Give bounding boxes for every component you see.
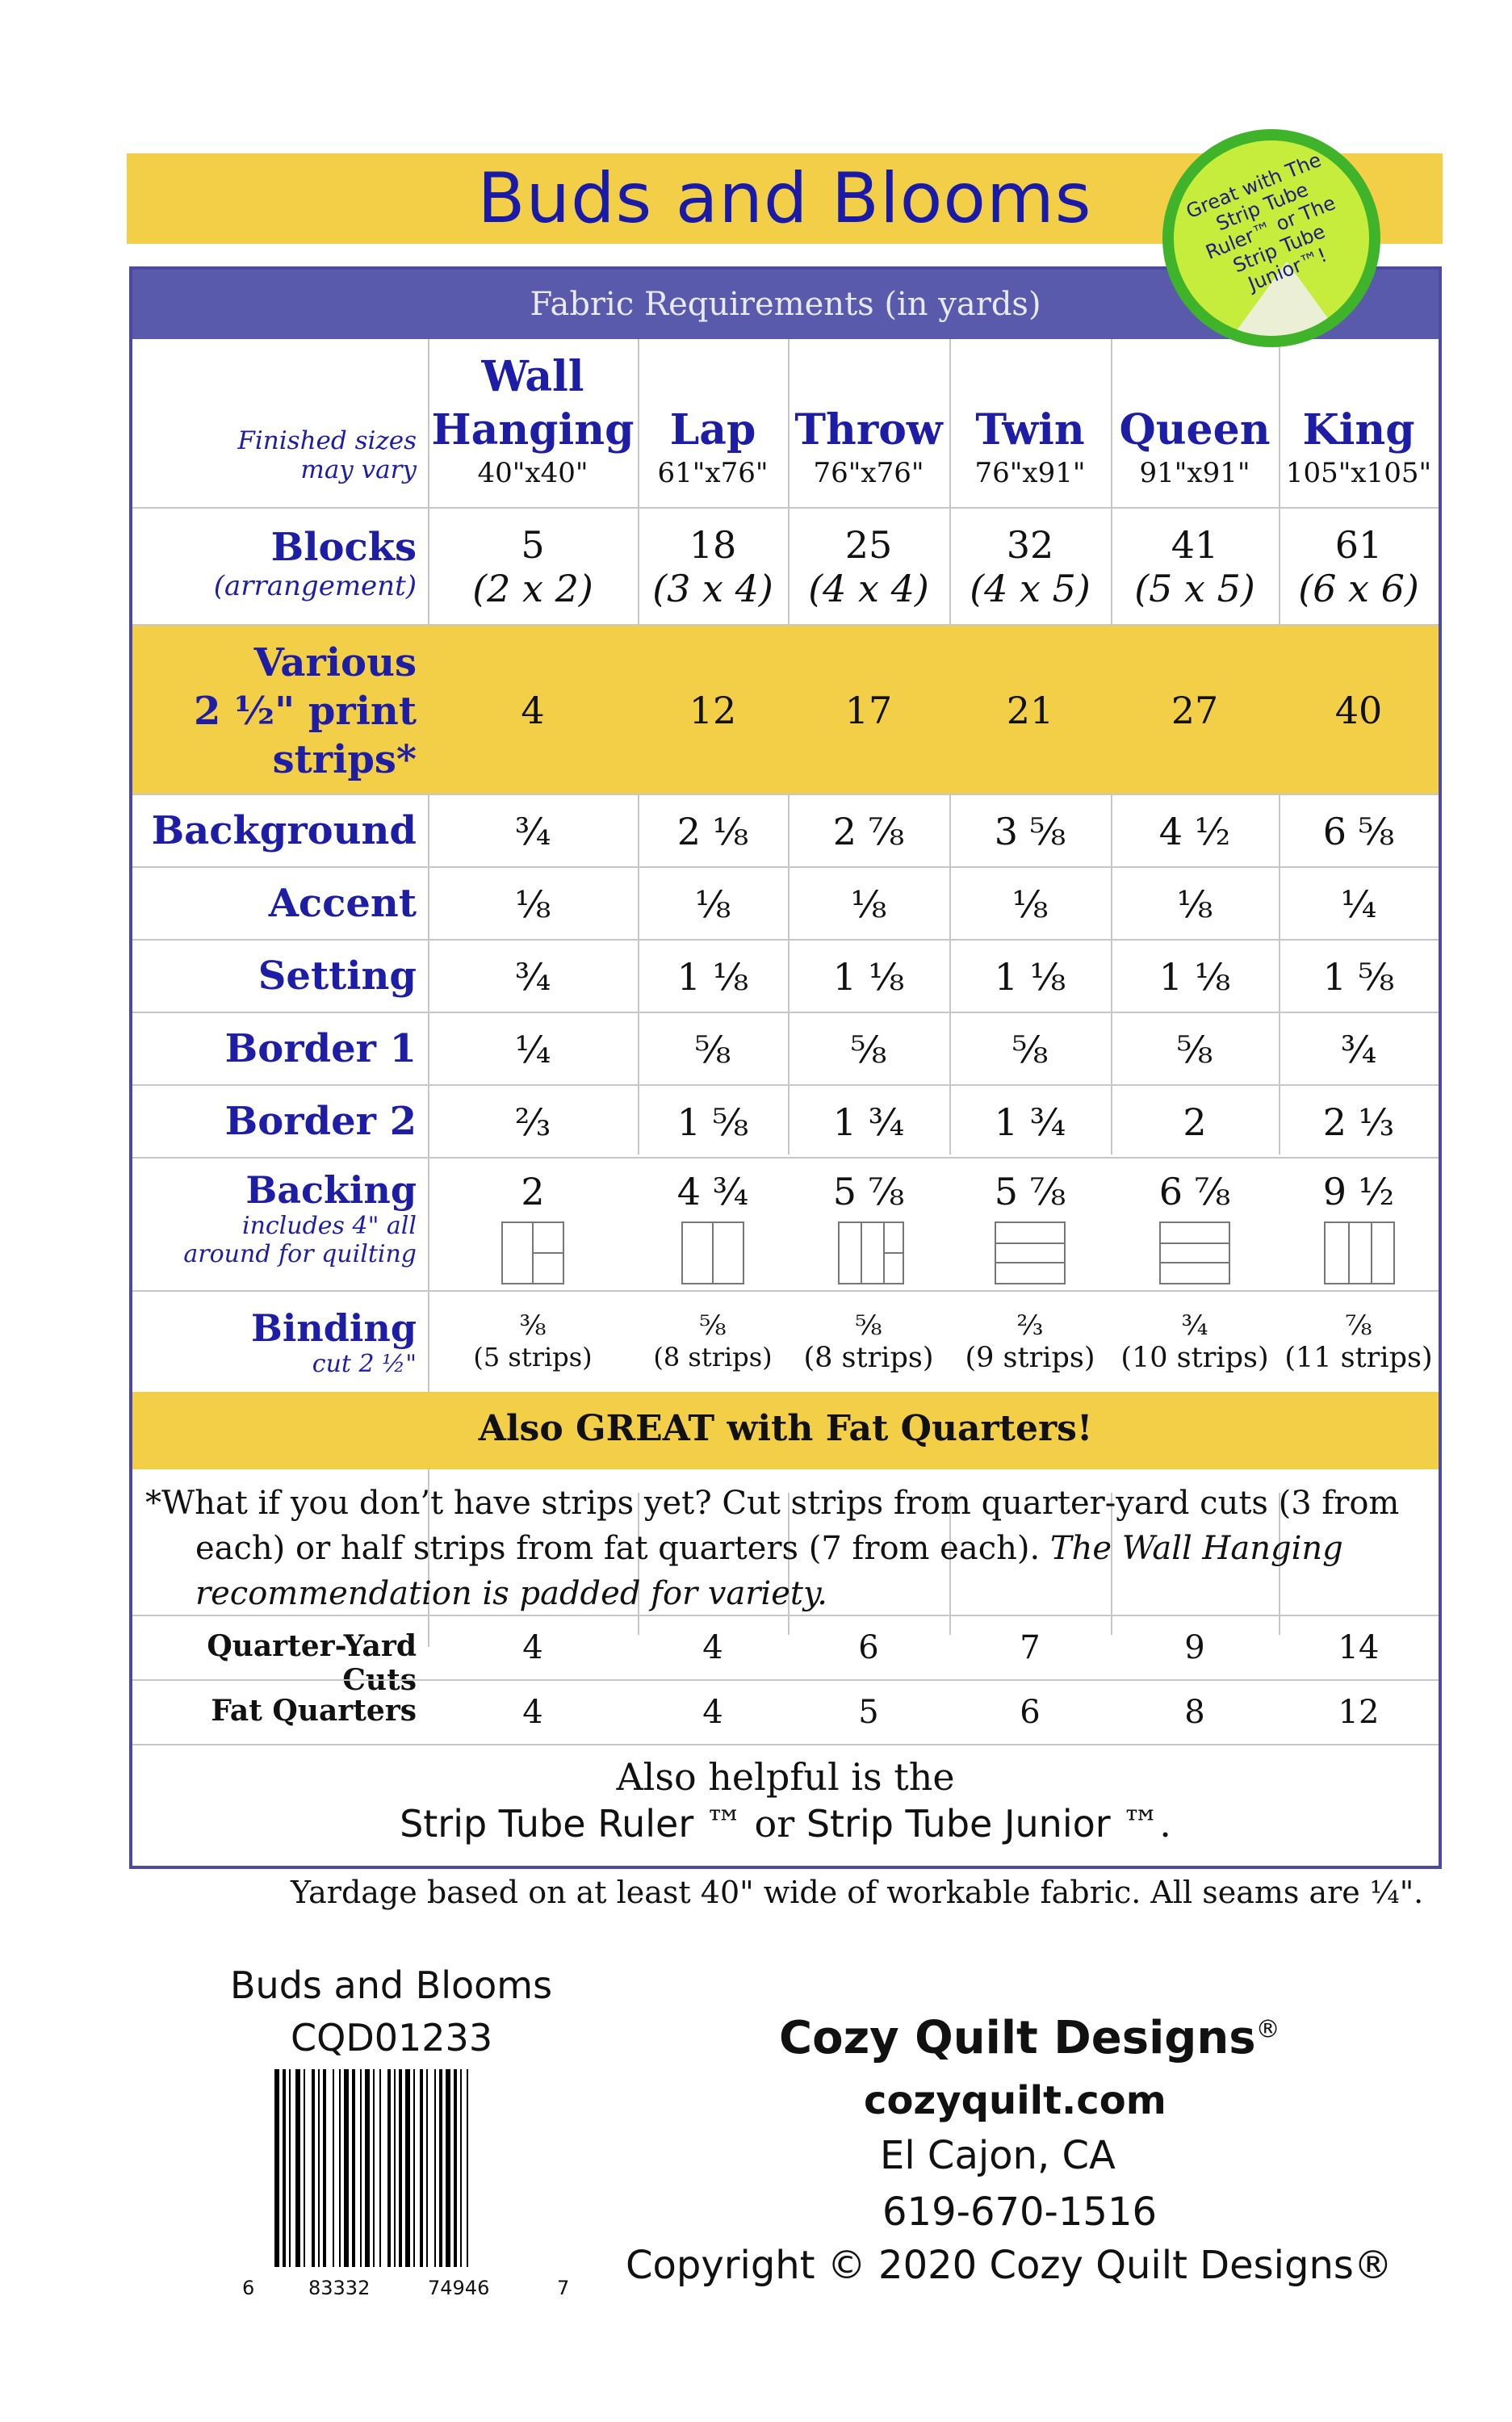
binding-yardage: ⅝ — [855, 1309, 882, 1342]
row-label: Setting — [258, 953, 417, 999]
yardage-value: 6 ⅞ — [1158, 1170, 1231, 1213]
barcode-bar — [439, 2069, 442, 2267]
barcode-digit: 7 — [557, 2277, 570, 2299]
cuts-value: 12 — [1338, 1694, 1380, 1731]
fabric-row-setting — [132, 939, 1439, 1012]
row-label: Border 2 — [224, 1099, 417, 1144]
size-name: Hanging — [431, 405, 635, 455]
cuts-value: 4 — [702, 1694, 723, 1731]
backing-row — [132, 1157, 1439, 1290]
strips-value: 12 — [689, 689, 737, 732]
company-phone: 619-670-1516 — [882, 2189, 1158, 2235]
backing-diagram-icon — [501, 1221, 564, 1284]
blocks-row — [132, 507, 1439, 624]
strips-value: 27 — [1171, 689, 1219, 732]
fabric-row-border-1 — [132, 1012, 1439, 1084]
blocks-cell — [1111, 523, 1279, 610]
helpful-note — [132, 1744, 1439, 1866]
row-sublabel: (arrangement) — [213, 570, 417, 602]
yardage-value: ⅝ — [694, 1028, 731, 1071]
size-header-row — [132, 339, 1439, 507]
size-dimensions: 61"x76" — [657, 457, 769, 489]
row-label: Backing — [245, 1168, 417, 1212]
sizes-note-line: Finished sizes — [237, 426, 417, 455]
badge-text: Great with The Strip Tube Ruler™ or The Strip Tube Junior™! — [1183, 148, 1339, 296]
backing-label — [132, 1168, 428, 1268]
barcode-bar — [426, 2069, 428, 2267]
barcode-bar — [365, 2069, 370, 2267]
print-strips-row — [132, 624, 1439, 794]
barcode-bar — [352, 2069, 355, 2267]
barcode-bar — [420, 2069, 423, 2267]
binding-yardage: ⅝ — [699, 1309, 727, 1342]
row-label: 2 ½" print — [193, 689, 417, 734]
note-line-italic: recommendation is padded for variety. — [195, 1575, 827, 1612]
barcode-bar — [295, 2069, 300, 2267]
yardage-value: 1 ⅛ — [676, 955, 749, 999]
ruler-badge-inner — [1174, 140, 1369, 336]
barcode-bar — [460, 2069, 462, 2267]
company-city: El Cajon, CA — [880, 2133, 1116, 2178]
barcode-icon — [274, 2069, 549, 2267]
footer-pattern-name: Buds and Blooms — [230, 1963, 553, 2007]
binding-yardage: ⅜ — [519, 1309, 547, 1342]
barcode-digit: 83332 — [308, 2277, 371, 2299]
binding-yardage: ¾ — [1181, 1309, 1208, 1342]
row-label: Background — [151, 808, 417, 853]
barcode-digit: 74946 — [428, 2277, 490, 2299]
yardage-value: ⅝ — [1011, 1028, 1049, 1071]
block-arrangement: (5 x 5) — [1134, 567, 1255, 610]
size-column-header — [949, 404, 1111, 489]
fat-quarter-banner-text: Also GREAT with Fat Quarters! — [478, 1408, 1093, 1449]
ruler-badge — [1162, 129, 1380, 347]
barcode-bar — [446, 2069, 450, 2267]
yardage-value: ⅛ — [694, 882, 731, 926]
strips-value: 17 — [844, 689, 893, 732]
strips-value: 21 — [1006, 689, 1054, 732]
yardage-value: 4 ¾ — [676, 1170, 749, 1213]
barcode-bar — [333, 2069, 334, 2267]
backing-diagram-icon — [838, 1221, 904, 1284]
row-label: Accent — [268, 881, 417, 926]
yardage-value: 3 ⅝ — [994, 810, 1066, 853]
row-label: Quarter-Yard Cuts — [207, 1629, 417, 1697]
fabric-row-border-2 — [132, 1084, 1439, 1157]
row-label: strips* — [272, 737, 417, 782]
row-sublabel: around for quilting — [183, 1240, 417, 1268]
company-name — [779, 2012, 1280, 2064]
binding-row — [132, 1290, 1439, 1392]
sizes-note — [132, 426, 428, 484]
blocks-cell — [428, 523, 638, 610]
barcode-bar — [318, 2069, 320, 2267]
barcode-bar — [360, 2069, 362, 2267]
cuts-value: 7 — [1020, 1629, 1041, 1666]
yardage-value: 1 ¾ — [832, 1100, 905, 1144]
backing-diagram-icon — [1159, 1221, 1230, 1284]
block-arrangement: (2 x 2) — [472, 567, 593, 610]
size-name: Wall — [481, 352, 584, 401]
strips-value: 4 — [521, 689, 545, 732]
yardage-value: 9 ½ — [1322, 1170, 1395, 1213]
yardage-value: 1 ⅝ — [676, 1100, 749, 1144]
binding-cell — [788, 1309, 949, 1374]
row-sublabel: cut 2 ½" — [312, 1350, 417, 1378]
binding-strips: (8 strips) — [803, 1342, 934, 1374]
size-dimensions: 91"x91" — [1139, 457, 1250, 489]
yardage-value: ¾ — [514, 810, 551, 853]
binding-cell — [428, 1309, 638, 1372]
yardage-value: 1 ¾ — [994, 1100, 1066, 1144]
block-count: 25 — [844, 523, 893, 567]
cuts-value: 5 — [858, 1694, 879, 1731]
cuts-value: 6 — [858, 1629, 879, 1666]
strip-tube-ruler-name: Strip Tube Ruler — [400, 1802, 694, 1846]
yardage-value: ⅝ — [1176, 1028, 1213, 1071]
size-name: Twin — [975, 405, 1085, 455]
registered-mark: ® — [1255, 2015, 1280, 2044]
block-count: 18 — [689, 523, 737, 567]
barcode-bar — [283, 2069, 286, 2267]
binding-label — [132, 1306, 428, 1378]
barcode-bar — [413, 2069, 415, 2267]
yardage-value: ¼ — [1340, 882, 1377, 926]
trademark: ™ — [1122, 1802, 1160, 1846]
barcode-bar — [467, 2069, 468, 2267]
binding-cell — [949, 1309, 1111, 1374]
barcode-bar — [304, 2069, 305, 2267]
fabric-requirements-table — [129, 266, 1442, 1869]
backing-diagram-icon — [995, 1221, 1066, 1284]
strip-tube-junior-name: Strip Tube Junior — [806, 1802, 1111, 1846]
yardage-value: ⅛ — [850, 882, 887, 926]
barcode-bar — [323, 2069, 326, 2267]
cuts-value: 6 — [1020, 1694, 1041, 1731]
block-count: 61 — [1334, 523, 1383, 567]
strips-note-text — [145, 1481, 1429, 1616]
strips-label — [132, 639, 428, 784]
size-dimensions: 105"x105" — [1285, 457, 1432, 489]
size-column-header — [1111, 404, 1279, 489]
barcode-bar — [405, 2069, 410, 2267]
backing-diagram-icon — [681, 1221, 744, 1284]
sizes-note-line: may vary — [300, 455, 417, 484]
strips-value: 40 — [1334, 689, 1383, 732]
barcode-bar — [373, 2069, 375, 2267]
blocks-cell — [638, 523, 788, 610]
fabric-row-background — [132, 794, 1439, 866]
yardage-value: 2 ⅛ — [676, 810, 749, 853]
binding-strips: (11 strips) — [1284, 1342, 1433, 1374]
yardage-value: 1 ⅛ — [1158, 955, 1231, 999]
yardage-value: ⅔ — [514, 1100, 551, 1144]
yardage-note: Yardage based on at least 40" wide of workable fabric. All seams are ¼". — [291, 1875, 1424, 1910]
size-column-header — [788, 404, 949, 489]
table-header: Fabric Requirements (in yards) — [132, 270, 1439, 339]
size-column-header — [428, 350, 638, 489]
barcode-bar — [379, 2069, 381, 2267]
binding-cell — [1111, 1309, 1279, 1374]
binding-strips: (10 strips) — [1120, 1342, 1269, 1374]
cuts-value: 8 — [1184, 1694, 1205, 1731]
trademark: ™ — [705, 1802, 743, 1846]
blocks-cell — [788, 523, 949, 610]
copyright: Copyright © 2020 Cozy Quilt Designs® — [626, 2243, 1393, 2288]
block-arrangement: (3 x 4) — [652, 567, 773, 610]
strips-note — [132, 1469, 1439, 1615]
barcode-bar — [399, 2069, 402, 2267]
cuts-value: 14 — [1338, 1629, 1380, 1666]
yardage-value: 6 ⅝ — [1322, 810, 1395, 853]
row-label: Various — [253, 640, 417, 685]
yardage-value: ⅛ — [1011, 882, 1049, 926]
yardage-value: ⅝ — [850, 1028, 887, 1071]
yardage-value: ⅛ — [514, 882, 551, 926]
row-label: Binding — [250, 1306, 417, 1350]
size-name: Lap — [669, 405, 756, 455]
size-name: King — [1302, 405, 1415, 455]
backing-diagram-icon — [1324, 1221, 1395, 1284]
row-label: Blocks — [270, 525, 417, 570]
row-label: Border 1 — [224, 1026, 417, 1071]
block-count: 32 — [1006, 523, 1054, 567]
fat-quarters-row — [132, 1679, 1439, 1744]
block-arrangement: (4 x 5) — [970, 567, 1091, 610]
block-count: 5 — [521, 523, 545, 567]
website-link[interactable]: cozyquilt.com — [864, 2078, 1166, 2123]
cuts-value: 9 — [1184, 1629, 1205, 1666]
block-arrangement: (6 x 6) — [1298, 567, 1419, 610]
binding-cell — [1279, 1309, 1439, 1374]
barcode-bar — [289, 2069, 291, 2267]
yardage-value: 4 ½ — [1158, 810, 1231, 853]
binding-strips: (9 strips) — [965, 1342, 1095, 1374]
barcode-bar — [434, 2069, 436, 2267]
barcode-bar — [274, 2069, 279, 2267]
binding-yardage: ⅞ — [1345, 1309, 1372, 1342]
yardage-value: ⅛ — [1176, 882, 1213, 926]
cuts-value: 4 — [522, 1629, 543, 1666]
barcode-bar — [339, 2069, 341, 2267]
size-column-header — [638, 404, 788, 489]
fat-quarter-banner — [132, 1392, 1439, 1469]
binding-cell — [638, 1309, 788, 1372]
yardage-value: 2 ⅓ — [1322, 1100, 1395, 1144]
helpful-line: Also helpful is the — [616, 1755, 955, 1799]
row-label: Fat Quarters — [211, 1694, 417, 1728]
note-line-italic: The Wall Hanging — [1049, 1530, 1343, 1567]
yardage-value: ¼ — [514, 1028, 551, 1071]
barcode-bar — [312, 2069, 315, 2267]
size-name: Queen — [1119, 405, 1271, 455]
cuts-value: 4 — [702, 1629, 723, 1666]
note-line: each) or half strips from fat quarters (7 from each). — [195, 1530, 1041, 1567]
yardage-value: ¾ — [1340, 1028, 1377, 1071]
yardage-value: 5 ⅞ — [994, 1170, 1066, 1213]
binding-yardage: ⅔ — [1016, 1309, 1044, 1342]
yardage-value: 2 ⅞ — [832, 810, 905, 853]
helpful-rulers — [132, 1802, 1439, 1846]
barcode-bar — [344, 2069, 349, 2267]
blocks-cell — [1279, 523, 1439, 610]
footer-sku: CQD01233 — [291, 2016, 493, 2060]
size-name: Throw — [794, 405, 943, 455]
yardage-value: 2 — [1183, 1100, 1207, 1144]
size-dimensions: 76"x76" — [813, 457, 924, 489]
blocks-label — [132, 525, 428, 602]
barcode-bar — [394, 2069, 396, 2267]
helpful-end: . — [1159, 1802, 1171, 1846]
company-name-text: Cozy Quilt Designs — [779, 2012, 1256, 2064]
barcode-bar — [387, 2069, 391, 2267]
row-sublabel: includes 4" all — [241, 1212, 417, 1240]
yardage-value: 1 ⅝ — [1322, 955, 1395, 999]
yardage-value: 5 ⅞ — [832, 1170, 905, 1213]
binding-strips: (5 strips) — [473, 1342, 593, 1372]
yardage-value: 1 ⅛ — [994, 955, 1066, 999]
binding-strips: (8 strips) — [653, 1342, 773, 1372]
yardage-value: 1 ⅛ — [832, 955, 905, 999]
barcode-bar — [454, 2069, 457, 2267]
page-title: Buds and Blooms — [477, 158, 1092, 239]
cuts-value: 4 — [522, 1694, 543, 1731]
yardage-value: 2 — [521, 1170, 545, 1213]
barcode-digit: 6 — [242, 2277, 255, 2299]
size-dimensions: 40"x40" — [477, 457, 588, 489]
note-line: *What if you don’t have strips yet? Cut strips from quarter-yard cuts (3 from — [145, 1485, 1400, 1522]
size-column-header — [1279, 404, 1439, 489]
fabric-row-accent — [132, 866, 1439, 939]
helpful-or: or — [754, 1802, 795, 1846]
block-arrangement: (4 x 4) — [808, 567, 929, 610]
size-dimensions: 76"x91" — [974, 457, 1086, 489]
block-count: 41 — [1171, 523, 1219, 567]
quarter-yard-cuts-row — [132, 1615, 1439, 1697]
yardage-value: ¾ — [514, 955, 551, 999]
blocks-cell — [949, 523, 1111, 610]
